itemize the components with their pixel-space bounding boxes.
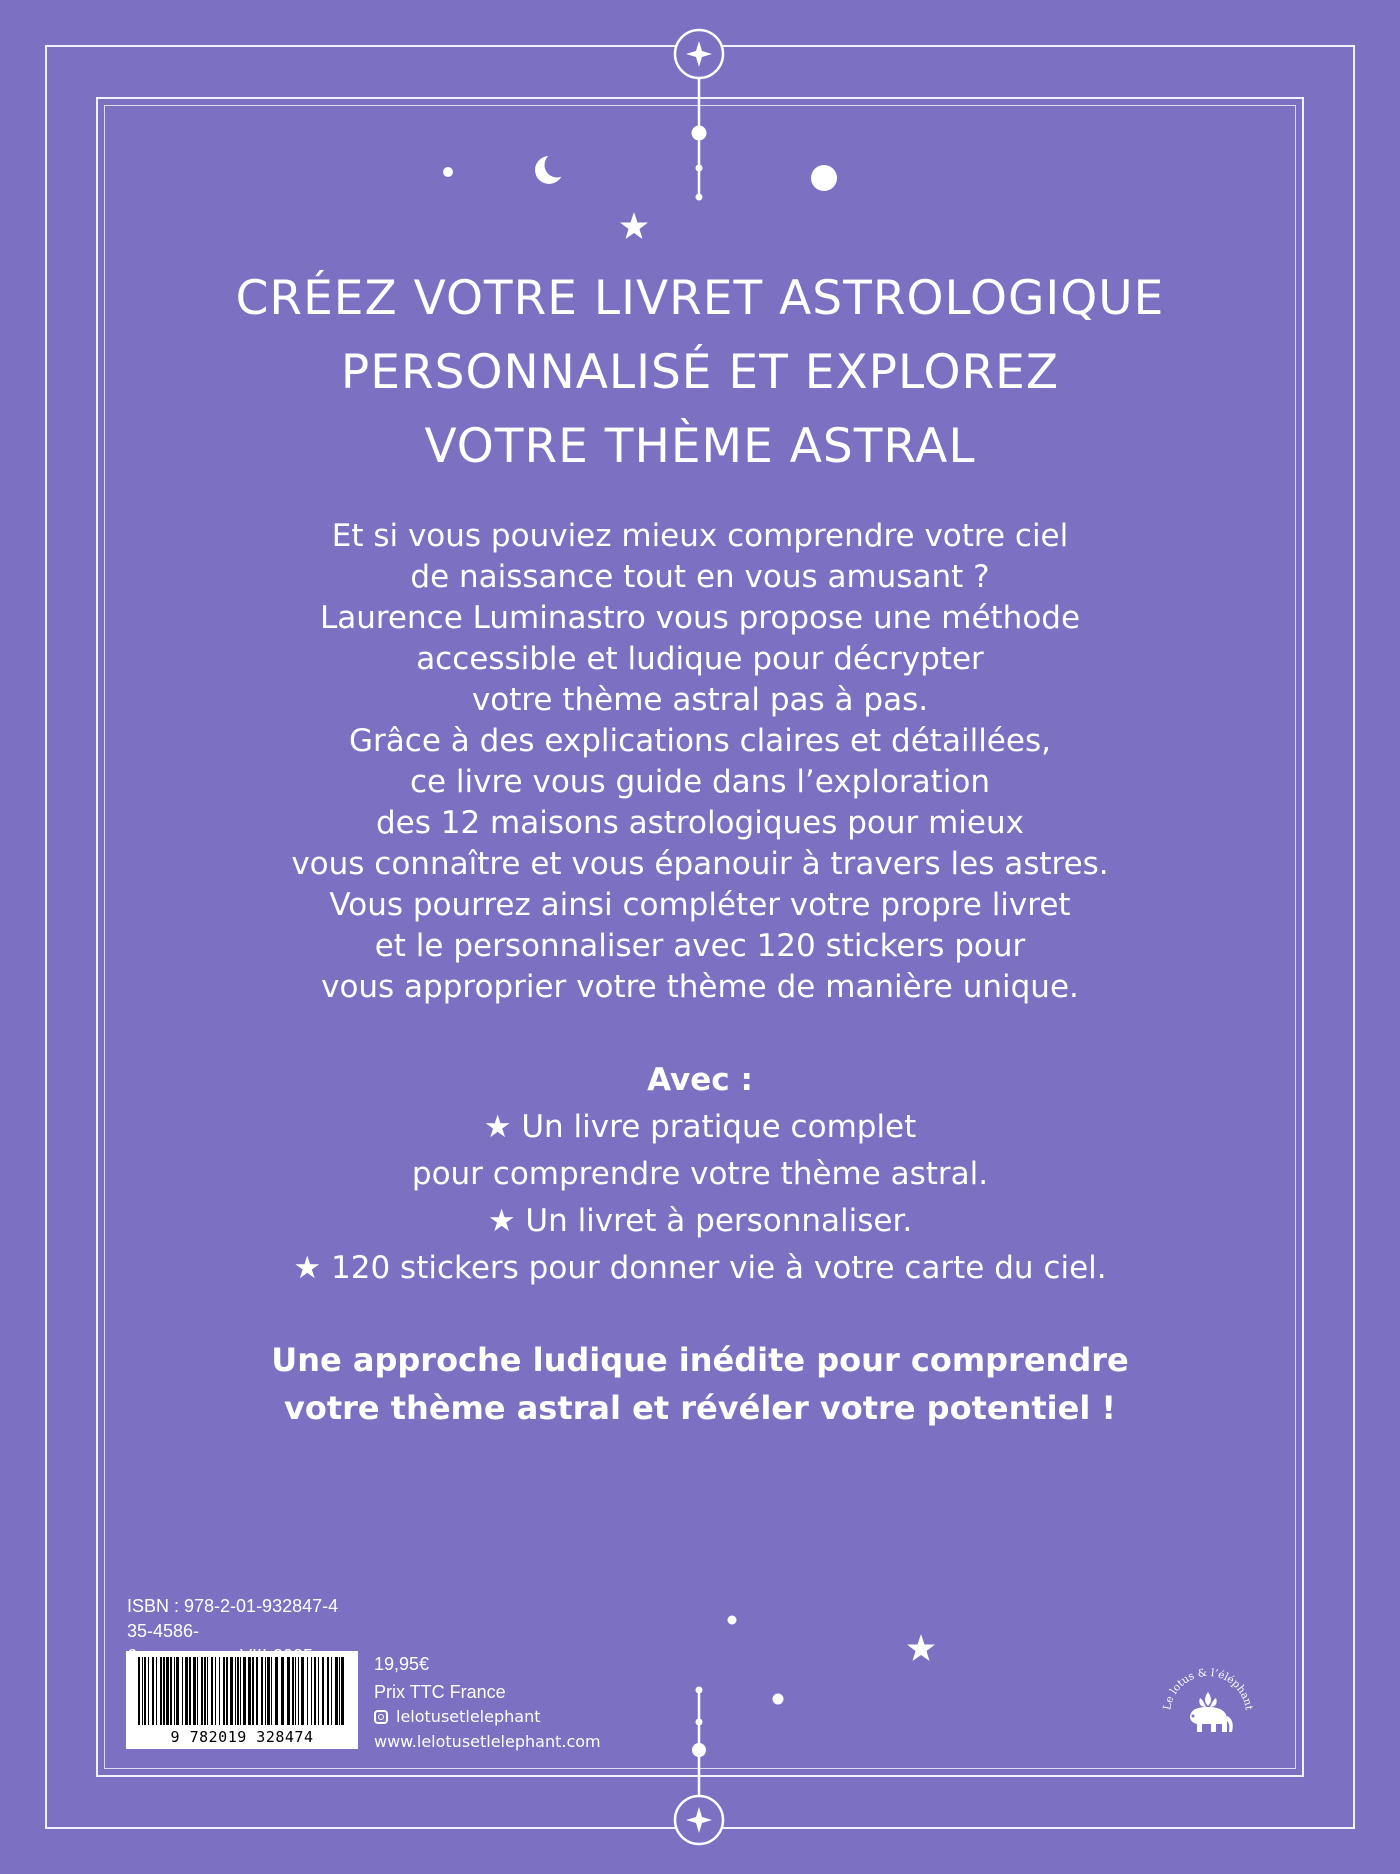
barcode <box>126 1651 358 1749</box>
small-star-dot <box>773 1694 784 1705</box>
headline-line: VOTRE THÈME ASTRAL <box>424 419 976 474</box>
constellation-dot <box>696 165 703 172</box>
price-block <box>374 1650 506 1706</box>
barcode-bar <box>174 1657 175 1725</box>
barcode-bar <box>235 1657 236 1725</box>
headline <box>120 262 1280 484</box>
tagline <box>140 1336 1260 1432</box>
barcode-bar <box>176 1657 179 1725</box>
price: 19,95€ <box>374 1654 430 1674</box>
full-moon-icon <box>811 165 837 191</box>
barcode-bar <box>281 1657 284 1725</box>
barcode-bar <box>166 1657 169 1725</box>
barcode-bar <box>223 1657 225 1725</box>
publisher-logo-text: Le lotus & l’éléphant <box>1161 1666 1255 1711</box>
description-line: Et si vous pouviez mieux comprendre votre ciel <box>331 518 1069 554</box>
barcode-bar <box>144 1657 146 1725</box>
description-line: de naissance tout en vous amusant ? <box>410 559 990 595</box>
description-line: accessible et ludique pour décrypter <box>416 641 984 677</box>
constellation-dot <box>696 194 703 201</box>
barcode-bar <box>160 1657 162 1725</box>
contents-item: ★ Un livre pratique complet <box>483 1109 917 1145</box>
barcode-bar <box>252 1657 254 1725</box>
contents-title: Avec : <box>647 1062 753 1098</box>
contents-item: pour comprendre votre thème astral. <box>411 1156 989 1192</box>
contents-item: ★ Un livret à personnaliser. <box>487 1203 913 1239</box>
description-line: ce livre vous guide dans l’exploration <box>409 764 991 800</box>
barcode-bar <box>339 1657 340 1725</box>
social-block <box>374 1704 601 1754</box>
description-line: vous approprier votre thème de manière unique. <box>321 969 1079 1005</box>
barcode-bar <box>152 1657 154 1725</box>
bottom-star-medallion-icon <box>675 1796 723 1844</box>
instagram-row[interactable] <box>374 1704 601 1729</box>
barcode-bar <box>265 1657 266 1725</box>
contents-item: ★ 120 stickers pour donner vie à votre carte du ciel. <box>293 1250 1107 1286</box>
barcode-bar <box>267 1657 270 1725</box>
star-icon <box>907 1634 935 1661</box>
instagram-handle[interactable]: lelotusetlelephant <box>396 1707 541 1726</box>
tagline-line: votre thème astral et révéler votre potentiel ! <box>283 1389 1117 1427</box>
barcode-bar <box>275 1657 278 1725</box>
barcode-bar <box>240 1657 241 1725</box>
small-star-dot <box>443 167 453 177</box>
description-line: Laurence Luminastro vous propose une méthode <box>319 600 1081 636</box>
barcode-bar <box>311 1657 312 1725</box>
constellation-dot <box>692 126 707 141</box>
contents-list <box>140 1057 1260 1292</box>
internal-code: 35-4586- <box>127 1621 200 1641</box>
barcode-bar <box>193 1657 196 1725</box>
headline-line: CRÉEZ VOTRE LIVRET ASTROLOGIQUE <box>235 271 1165 326</box>
lotus-elephant-icon <box>1190 1692 1233 1732</box>
barcode-bar <box>331 1657 332 1725</box>
barcode-bar <box>215 1657 216 1725</box>
barcode-bar <box>256 1657 258 1725</box>
description-line: Grâce à des explications claires et détaillées, <box>349 723 1051 759</box>
barcode-bar <box>219 1657 220 1725</box>
tagline-line: Une approche ludique inédite pour comprendre <box>271 1341 1129 1379</box>
barcode-digits: 9 782019 328474 <box>170 1728 314 1746</box>
barcode-bar <box>163 1657 165 1725</box>
constellation-dot <box>692 1743 706 1757</box>
price-note: Prix TTC France <box>374 1682 506 1702</box>
barcode-bar <box>182 1657 183 1725</box>
barcode-bar <box>170 1657 172 1725</box>
top-star-medallion-icon <box>675 30 723 78</box>
barcode-bar <box>142 1657 143 1725</box>
barcode-bar <box>226 1657 228 1725</box>
barcode-bar <box>322 1657 324 1725</box>
headline-line: PERSONNALISÉ ET EXPLOREZ <box>340 345 1060 400</box>
constellation-dot <box>696 1687 703 1694</box>
website-link[interactable]: www.lelotusetlelephant.com <box>374 1732 601 1751</box>
description <box>140 516 1260 1008</box>
barcode-bar <box>138 1657 140 1725</box>
crescent-moon-icon <box>535 153 570 185</box>
barcode-bar <box>230 1657 233 1725</box>
description-line: et le personnaliser avec 120 stickers pour <box>374 928 1026 964</box>
barcode-bar <box>307 1657 308 1725</box>
barcode-bar <box>248 1657 251 1725</box>
barcode-bar <box>243 1657 246 1725</box>
barcode-bar <box>197 1657 198 1725</box>
instagram-icon <box>374 1710 388 1724</box>
barcode-bar <box>314 1657 316 1725</box>
barcode-bar <box>185 1657 188 1725</box>
description-line: vous connaître et vous épanouir à travers les astres. <box>291 846 1109 882</box>
description-line: Vous pourrez ainsi compléter votre propre livret <box>329 887 1071 923</box>
barcode-bar <box>207 1657 208 1725</box>
description-line: votre thème astral pas à pas. <box>471 682 929 718</box>
constellation-dot <box>696 1719 703 1726</box>
barcode-bar <box>189 1657 191 1725</box>
barcode-bar <box>327 1657 329 1725</box>
description-line: des 12 maisons astrologiques pour mieux <box>375 805 1024 841</box>
barcode-bar <box>298 1657 299 1725</box>
barcode-bar <box>148 1657 149 1725</box>
barcode-bar <box>335 1657 338 1725</box>
barcode-bar <box>341 1657 344 1725</box>
barcode-bar <box>318 1657 319 1725</box>
publisher-logo <box>1150 1652 1266 1768</box>
barcode-bars <box>138 1657 346 1725</box>
barcode-bar <box>201 1657 203 1725</box>
small-star-dot <box>728 1616 737 1625</box>
barcode-bar <box>292 1657 294 1725</box>
barcode-bar <box>295 1657 296 1725</box>
barcode-bar <box>211 1657 213 1725</box>
star-icon <box>620 212 648 239</box>
barcode-bar <box>261 1657 263 1725</box>
barcode-bar <box>301 1657 304 1725</box>
barcode-bar <box>204 1657 206 1725</box>
barcode-bar <box>156 1657 157 1725</box>
barcode-bar <box>271 1657 272 1725</box>
barcode-bar <box>287 1657 290 1725</box>
isbn-number: ISBN : 978-2-01-932847-4 <box>127 1596 339 1616</box>
barcode-bar <box>237 1657 239 1725</box>
